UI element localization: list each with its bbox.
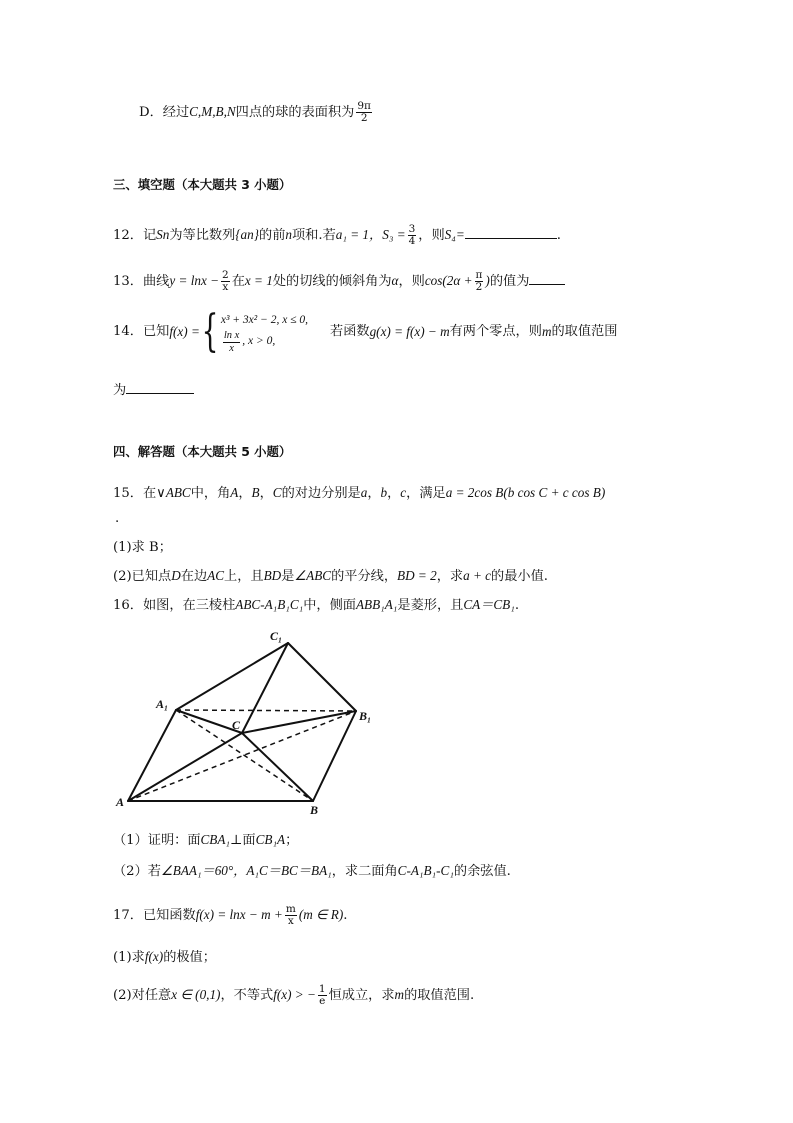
question-12: 12．记Sn为等比数列{an}的前n项和.若a₁ = 1，S₃ = $\frac{3}{4}$ ，则S₄= . (113, 223, 561, 248)
question-15-part1: (1)求 B； (113, 540, 172, 555)
edge-C-B (242, 733, 313, 801)
prism-figure (110, 625, 390, 820)
label-C: C (232, 718, 241, 732)
question-16-part2: （2）若∠BAA₁＝60°，A₁C＝BC＝BA₁，求二面角C-A₁B₁-C₁的余弦值. (113, 863, 511, 879)
label-A1: A₁ (156, 697, 169, 711)
question-13: 13．曲线y = lnx − $\frac{2}{x}$ 在x = 1处的切线的倾斜角为α，则cos(2α + $\frac{\pi}{2}$ )的值为 (113, 270, 565, 293)
edge-B-B1 (313, 711, 356, 801)
label-B1: B₁ (359, 709, 372, 723)
option-d-label: D．经过 (139, 105, 190, 121)
question-15: 15．在∨ABC中，角A，B，C的对边分别是a，b，c，满足a = 2cos B(b cos C + c cos B) (113, 485, 606, 501)
question-16: 16．如图，在三棱柱ABC-A₁B₁C₁中，侧面ABB₁A₁是菱形，且CA＝CB₁. (113, 597, 520, 613)
q14-answer-blank (126, 381, 194, 394)
question-14: 14．已知f(x) ={ x³ + 3x² − 2, x ≤ 0, $\frac{\text{ln x}}{x}$ , x > 0, 若函数g(x) = f(x) − m有两个零点，则m的取值范围 (113, 306, 618, 357)
q12-fraction: $\frac{3}{4}$ (408, 223, 416, 248)
question-17-part2: (2)对任意x ∈ (0,1)，不等式f(x) > − $\frac{1}{e}$ 恒成立，求m的取值范围. (113, 983, 475, 1008)
question-17: 17．已知函数f(x) = lnx − m + $\frac{m}{x}$ (m ∈ R). (113, 903, 348, 928)
piecewise-brace: { (201, 306, 219, 357)
edge-A-B1-dashed (128, 711, 356, 801)
q12-answer-blank (465, 226, 557, 239)
question-15-part2: (2)已知点D在边AC上，且BD是∠ABC的平分线，BD = 2，求a + c的最小值. (113, 568, 548, 584)
edge-C-B1 (242, 711, 356, 733)
label-A: A (116, 795, 125, 809)
question-15-dot: . (115, 511, 120, 526)
option-d-mid: 四点的球的表面积为 (235, 105, 355, 121)
label-B: B (310, 803, 319, 817)
question-17-part1: (1)求f(x)的极值； (113, 949, 216, 965)
piecewise-cases: x³ + 3x² − 2, x ≤ 0, $\frac{\text{ln x}}{x}$ , x > 0, (220, 314, 309, 354)
edge-A1-B1-dashed (176, 710, 356, 711)
edge-C1-B1 (288, 643, 356, 711)
label-C1: C₁ (270, 629, 283, 643)
q13-answer-blank (529, 272, 565, 285)
question-16-part1: （1）证明：面CBA₁⊥面CB₁A； (113, 832, 299, 848)
option-d-fraction: $\frac{9\pi}{2}$ (357, 100, 371, 125)
section-3-title: 三、填空题（本大题共 3 小题） (113, 177, 292, 192)
question-14-cont: 为 (113, 381, 194, 397)
section-4-title: 四、解答题（本大题共 5 小题） (113, 444, 292, 459)
option-d (139, 101, 374, 124)
option-d-points: C,M,B,N (189, 104, 236, 120)
